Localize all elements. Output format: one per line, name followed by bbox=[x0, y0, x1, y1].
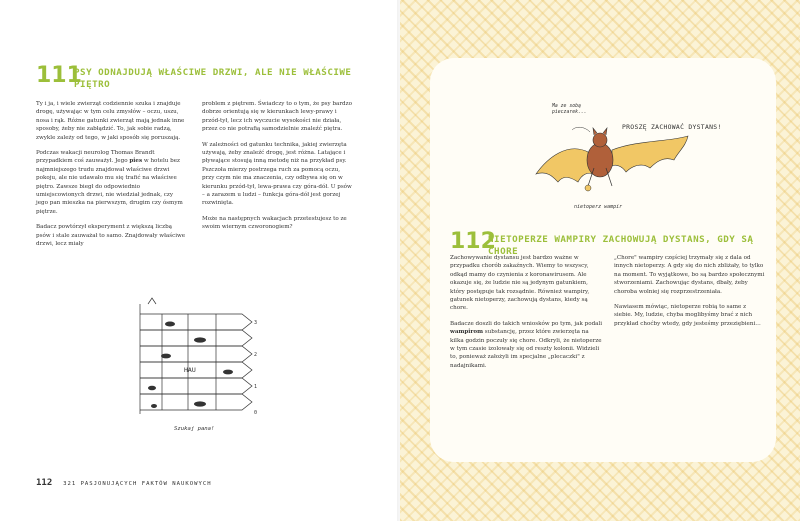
speech-bubble: PROSZĘ ZACHOWAĆ DYSTANS! bbox=[622, 123, 722, 131]
fact-number-111: 111 bbox=[36, 63, 82, 88]
floor-number: 0 bbox=[254, 410, 258, 416]
left-column-2 bbox=[202, 100, 354, 239]
paragraph: problem z piętrem. Świadczy to o tym, że psy bardzo dobrze orientują się w kierunkach lewy-prawy i przód-tył, lecz ich wyczucie wysokości nie działa, przez co nie potrafią samodzielnie znaleźć piętra. bbox=[202, 101, 352, 133]
left-column-1 bbox=[36, 100, 186, 256]
fact-number-112: 112 bbox=[450, 229, 496, 254]
page-number: 112 bbox=[36, 478, 53, 488]
paragraph: „Chore" wampiry częściej trzymały się z dala od innych nietoperzy. A gdy się do nich zbliżały, to tylko na moment. To wyjątkowe, bo są bardzo społecznymi stworzeniami. Zachowując dystans, dbały, żeby choroba wolniej się rozprzestrzeniała. bbox=[614, 255, 765, 295]
floor-number: 3 bbox=[254, 320, 258, 326]
bat-caption: nietoperz wampir bbox=[574, 204, 623, 210]
woof-text: HAU bbox=[184, 366, 196, 374]
paragraph: Nawiasem mówiąc, nietoperze robią to same z siebie. My, ludzie, chyba moglibyśmy brać z nich przykład choćby wtedy, gdy jesteśmy przeziębieni… bbox=[614, 304, 761, 327]
bold-word: pies bbox=[129, 158, 143, 165]
bat-note bbox=[552, 104, 587, 116]
dog-building-illustration bbox=[130, 296, 260, 446]
right-column-2 bbox=[614, 254, 766, 335]
bat-note-line: Ma ze sobą bbox=[552, 104, 581, 109]
floor-number: 1 bbox=[254, 384, 258, 390]
running-title: 321 PASJONUJĄCYCH FAKTÓW NAUKOWYCH bbox=[63, 481, 212, 487]
right-column-1 bbox=[450, 254, 604, 377]
fact-title-111 bbox=[74, 67, 374, 91]
fact-title-112: NIETOPERZE WAMPIRY ZACHOWUJĄ DYSTANS, GDY SĄ CHORE bbox=[488, 234, 754, 257]
folio bbox=[36, 478, 212, 488]
paragraph: Ty i ja, i wiele zwierząt codziennie szuka i znajduje drogę, używając w tym celu zmysłów – oczu, uszu, nosa i rąk. Różne gatunki zwierząt mają jednak inne sposoby, żeby nie zabłądzić. To, jak sobie radzą, zwykle zależy od tego, w jaki sposób się poruszają. bbox=[36, 101, 185, 141]
floor-number: 2 bbox=[254, 352, 258, 358]
illustration-caption: Szukaj pana! bbox=[174, 426, 215, 432]
paragraph: W zależności od gatunku technika, jakiej zwierzęta używają, żeby znaleźć drogę, jest różna. Latające i pływające stosują inną metodę niż na przykład psy. Pszczoła mierzy postrzega ruch za pomocą oczu, przy czym nie ma znaczenia, czy odbywa się on w kierunku przód-tył, lewa-prawa czy góra-dół. U psów – a zarazem u ludzi – funkcja góra-dół jest gorzej rozwinięta. bbox=[202, 141, 352, 207]
fact-title-111-line2: PIĘTRO bbox=[74, 79, 111, 90]
bat-note-line: pieczarek... bbox=[552, 110, 587, 115]
paragraph: Może na następnych wakacjach przetestujesz to ze swoim wiernym czworonogiem? bbox=[202, 215, 347, 231]
paragraph: Podczas wakacji neurolog Thomas Brandt przypadkiem coś zauważył. Jego pies w hotelu bez najmniejszego trudu znajdował właściwe drzwi pokoju, ale nie udawało mu się trafić na właściwe piętro. Zawsze biegł do odpowiednio umiejscowionych drzwi, nie wiedział jednak, czy jego pan mieszka na pierwszym, drugim czy ósmym piętrze. bbox=[36, 150, 183, 215]
bold-word: wampirom bbox=[450, 329, 483, 336]
paragraph: Badacze doszli do takich wniosków po tym, jak podali wampirom substancję, przez które zwierzęta na kilka godzin poczuły się chore. Odkryli, że nietoperze w tym czasie izolowały się od reszty kolonii. Widzieli to, ponieważ założyli im specjalne „plecaczki" z nadajnikami. bbox=[450, 320, 603, 369]
paragraph: Badacz powtórzył eksperyment z większą liczbą psów i stale zauważał to samo. Znajdowały właściwe drzwi, lecz miały bbox=[36, 224, 186, 248]
fact-title-111-line1: PSY ODNAJDUJĄ WŁAŚCIWE DRZWI, ALE NIE WŁAŚCIWE bbox=[74, 67, 352, 78]
paragraph: Zachowywanie dystansu jest bardzo ważne w przypadku chorób zakaźnych. Wiemy to wszyscy, odkąd mamy do czynienia z koronawirusem. Ale okazuje się, że ludzie nie są jedynym gatunkiem, który postępuje tak rozsądnie. Również wampiry, gatunek nietoperzy, zachowują dystans, kiedy są chore. bbox=[450, 255, 590, 312]
